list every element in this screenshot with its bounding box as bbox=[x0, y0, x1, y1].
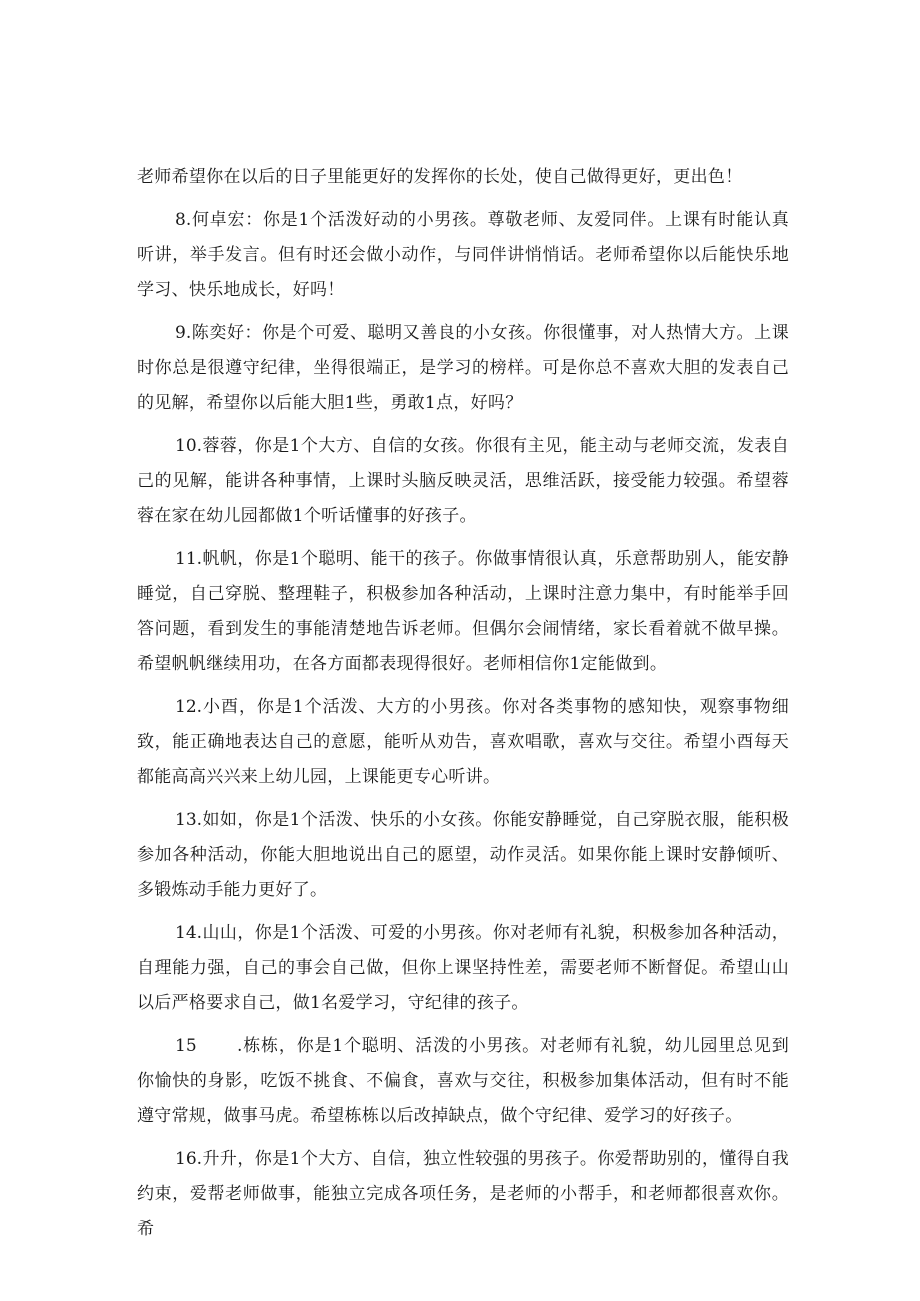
paragraph-item-9 bbox=[137, 316, 789, 421]
item-number: 10 bbox=[175, 436, 197, 456]
paragraph-text: .山山，你是1个活泼、可爱的小男孩。你对老师有礼貌，积极参加各种活动，自理能力强，自己的事会自己做，但你上课坚持性差，需要老师不断督促。希望山山以后严格要求自己，做1名爱学习，守纪律的孩子。 bbox=[137, 923, 789, 1013]
paragraph-item-13 bbox=[137, 803, 789, 908]
paragraph-text: .何卓宏：你是1个活泼好动的小男孩。尊敬老师、友爱同伴。上课有时能认真听讲，举手发言。但有时还会做小动作，与同伴讲悄悄话。老师希望你以后能快乐地学习、快乐地成长，好吗！ bbox=[137, 210, 789, 300]
paragraph-text: .陈奕好：你是个可爱、聪明又善良的小女孩。你很懂事，对人热情大方。上课时你总是很遵守纪律，坐得很端正，是学习的榜样。可是你总不喜欢大胆的发表自己的见解，希望你以后能大胆1些，勇敢1点，好吗？ bbox=[137, 323, 789, 413]
paragraph-text: .升升，你是1个大方、自信，独立性较强的男孩子。你爱帮助别的，懂得自我约束，爱帮老师做事，能独立完成各项任务，是老师的小帮手，和老师都很喜欢你。希 bbox=[137, 1149, 789, 1239]
paragraph-item-12 bbox=[137, 690, 789, 795]
paragraph-text: 老师希望你在以后的日子里能更好的发挥你的长处，使自己做得更好，更出色！ bbox=[137, 167, 743, 187]
item-number: 9 bbox=[175, 323, 186, 343]
paragraph-continuation bbox=[137, 160, 789, 195]
paragraph-text: .如如，你是1个活泼、快乐的小女孩。你能安静睡觉，自己穿脱衣服，能积极参加各种活动，你能大胆地说出自己的愿望，动作灵活。如果你能上课时安静倾听、多锻炼动手能力更好了。 bbox=[137, 810, 789, 900]
paragraph-item-10 bbox=[137, 429, 789, 534]
document-body bbox=[137, 160, 789, 1255]
paragraph-item-11 bbox=[137, 542, 789, 682]
item-number: 12 bbox=[175, 697, 197, 717]
item-number: 11 bbox=[175, 549, 197, 569]
paragraph-text: .蓉蓉，你是1个大方、自信的女孩。你很有主见，能主动与老师交流，发表自己的见解，能讲各种事情，上课时头脑反映灵活，思维活跃，接受能力较强。希望蓉蓉在家在幼儿园都做1个听话懂事的好孩子。 bbox=[137, 436, 789, 526]
paragraph-item-14 bbox=[137, 916, 789, 1021]
paragraph-item-8 bbox=[137, 203, 789, 308]
item-number: 13 bbox=[175, 810, 197, 830]
item-number: 16 bbox=[175, 1149, 197, 1169]
paragraph-item-15 bbox=[137, 1029, 789, 1134]
paragraph-item-16 bbox=[137, 1142, 789, 1247]
paragraph-text: .栋栋，你是1个聪明、活泼的小男孩。对老师有礼貌，幼儿园里总见到你愉快的身影，吃饭不挑食、不偏食，喜欢与交往，积极参加集体活动，但有时不能遵守常规，做事马虎。希望栋栋以后改掉缺点，做个守纪律、爱学习的好孩子。 bbox=[137, 1036, 789, 1126]
paragraph-text: .帆帆，你是1个聪明、能干的孩子。你做事情很认真，乐意帮助别人，能安静睡觉，自己穿脱、整理鞋子，积极参加各种活动，上课时注意力集中，有时能举手回答问题，看到发生的事能清楚地告诉老师。但偶尔会闹情绪，家长看着就不做早操。希望帆帆继续用功，在各方面都表现得很好。老师相信你1定能做到。 bbox=[137, 549, 789, 674]
item-number: 8 bbox=[175, 210, 186, 230]
item-number: 14 bbox=[175, 923, 197, 943]
paragraph-text: .小酉，你是1个活泼、大方的小男孩。你对各类事物的感知快，观察事物细致，能正确地表达自己的意愿，能听从劝告，喜欢唱歌，喜欢与交往。希望小酉每天都能高高兴兴来上幼儿园，上课能更专心听讲。 bbox=[137, 697, 789, 787]
item-number: 15 bbox=[175, 1036, 197, 1056]
